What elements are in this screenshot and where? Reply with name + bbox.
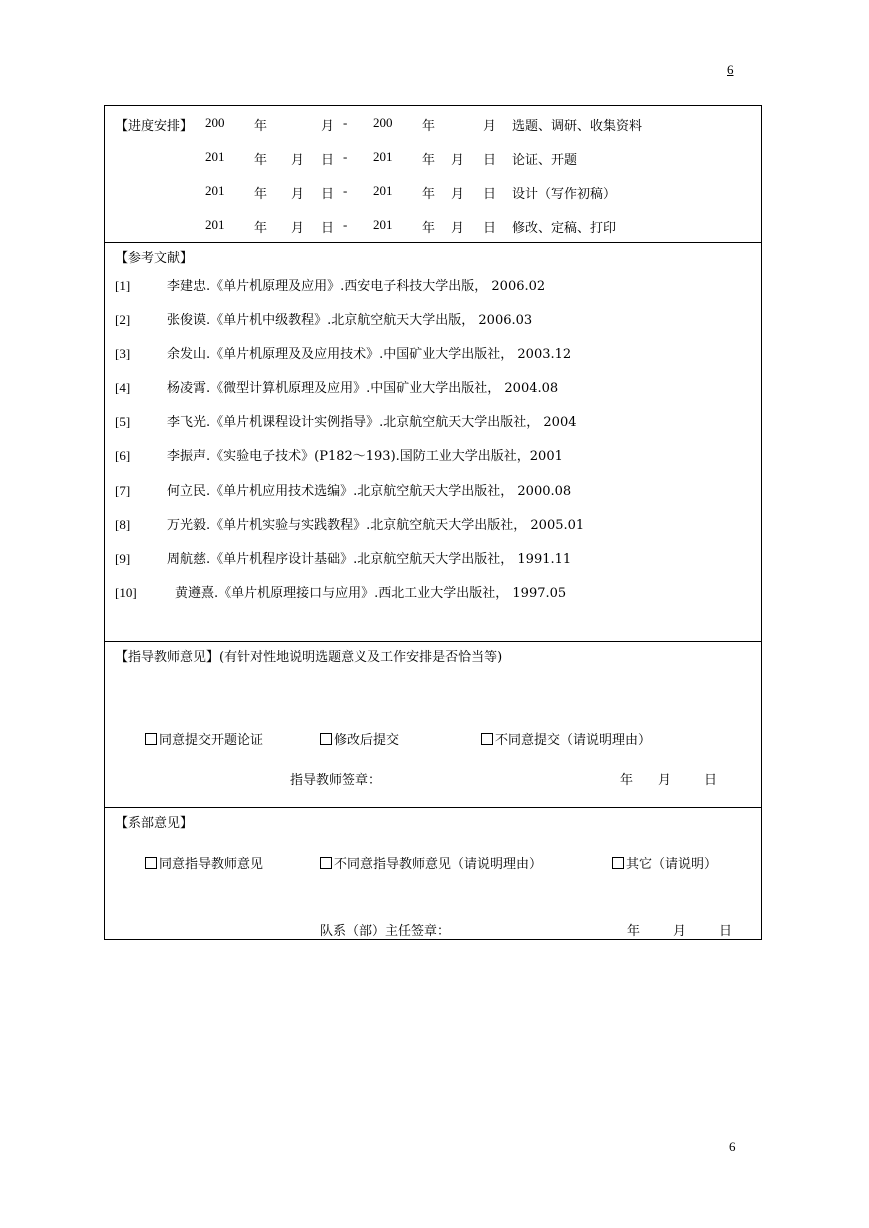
option-label: 其它（请说明） (626, 857, 718, 872)
end-year-unit: 年 (422, 119, 436, 134)
schedule-task: 论证、开题 (512, 153, 578, 168)
option-label: 不同意提交（请说明理由） (495, 733, 652, 748)
department-date-year: 年 (627, 924, 641, 939)
start-year: 201 (205, 217, 225, 232)
department-date-month: 月 (673, 924, 687, 939)
range-dash: - (343, 115, 348, 130)
checkbox-icon[interactable] (612, 857, 624, 869)
reference-number: [2] (115, 312, 131, 327)
checkbox-icon[interactable] (145, 857, 157, 869)
advisor-date-year: 年 (620, 773, 634, 788)
advisor-option-revise[interactable] (320, 729, 399, 748)
end-year-unit: 年 (422, 153, 436, 168)
end-day-unit: 日 (483, 221, 497, 236)
reference-item (115, 309, 532, 328)
department-option-agree[interactable] (145, 853, 263, 872)
reference-item (115, 445, 563, 464)
schedule-section (105, 106, 761, 243)
references-section (105, 243, 761, 642)
reference-text: 黄遵熹.《单片机原理接口与应用》.西北工业大学出版社， 1997.05 (175, 586, 567, 601)
reference-text: 张俊谟.《单片机中级教程》.北京航空航天大学出版， 2006.03 (167, 313, 533, 328)
reference-text: 余发山.《单片机原理及及应用技术》.中国矿业大学出版社， 2003.12 (167, 347, 572, 362)
reference-number: [1] (115, 278, 131, 293)
reference-item (115, 377, 558, 396)
option-label: 不同意指导教师意见（请说明理由） (334, 857, 543, 872)
start-day-unit: 日 (321, 221, 335, 236)
end-month-unit: 月 (451, 221, 465, 236)
end-month-unit: 月 (451, 187, 465, 202)
advisor-signature-label: 指导教师签章： (290, 773, 382, 788)
reference-item (115, 343, 571, 362)
start-year: 200 (205, 115, 225, 130)
reference-text: 李建忠.《单片机原理及应用》.西安电子科技大学出版， 2006.02 (167, 279, 546, 294)
page-number-top: 6 (727, 62, 734, 77)
checkbox-icon[interactable] (320, 733, 332, 745)
start-year-unit: 年 (254, 221, 268, 236)
start-day-unit: 日 (321, 153, 335, 168)
option-label: 同意指导教师意见 (159, 857, 264, 872)
reference-number: [7] (115, 483, 131, 498)
start-year: 201 (205, 149, 225, 164)
end-year: 201 (373, 149, 393, 164)
advisor-option-approve[interactable] (145, 729, 263, 748)
start-month-unit: 月 (291, 221, 305, 236)
schedule-task: 选题、调研、收集资料 (512, 119, 643, 134)
checkbox-icon[interactable] (145, 733, 157, 745)
reference-text: 李飞光.《单片机课程设计实例指导》.北京航空航天大学出版社， 2004 (167, 415, 577, 430)
end-month-unit: 月 (451, 153, 465, 168)
start-year-unit: 年 (254, 187, 268, 202)
reference-item (115, 548, 571, 567)
reference-item (115, 514, 584, 533)
end-day-unit: 日 (483, 187, 497, 202)
page-number-bottom: 6 (729, 1139, 736, 1154)
option-label: 同意提交开题论证 (159, 733, 264, 748)
references-heading: 【参考文献】 (115, 251, 194, 266)
department-option-disagree[interactable] (320, 853, 542, 872)
schedule-heading: 【进度安排】 (115, 119, 194, 134)
end-year: 201 (373, 183, 393, 198)
reference-number: [8] (115, 517, 131, 532)
reference-text: 何立民.《单片机应用技术选编》.北京航空航天大学出版社， 2000.08 (167, 484, 572, 499)
department-date-day: 日 (719, 924, 733, 939)
department-signature-label: 队系（部）主任签章： (320, 924, 451, 939)
reference-text: 杨凌霄.《微型计算机原理及应用》.中国矿业大学出版社， 2004.08 (167, 381, 559, 396)
department-option-other[interactable] (612, 853, 717, 872)
reference-item (115, 275, 545, 294)
end-day-unit: 日 (483, 153, 497, 168)
start-year-unit: 年 (254, 119, 268, 134)
checkbox-icon[interactable] (320, 857, 332, 869)
department-opinion-section (105, 808, 761, 941)
schedule-task: 设计（写作初稿） (512, 187, 617, 202)
end-year: 200 (373, 115, 393, 130)
advisor-date-month: 月 (658, 773, 672, 788)
end-year: 201 (373, 217, 393, 232)
reference-number: [5] (115, 414, 131, 429)
range-dash: - (343, 217, 348, 232)
reference-item (115, 411, 576, 430)
proposal-form-table (104, 105, 762, 940)
reference-number: [4] (115, 380, 131, 395)
reference-text: 周航慈.《单片机程序设计基础》.北京航空航天大学出版社， 1991.11 (167, 552, 572, 567)
reference-text: 万光毅.《单片机实验与实践教程》.北京航空航天大学出版社， 2005.01 (167, 518, 585, 533)
option-label: 修改后提交 (334, 733, 400, 748)
start-year-unit: 年 (254, 153, 268, 168)
range-dash: - (343, 149, 348, 164)
advisor-date-day: 日 (704, 773, 718, 788)
end-year-unit: 年 (422, 221, 436, 236)
advisor-option-reject[interactable] (481, 729, 651, 748)
reference-number: [3] (115, 346, 131, 361)
reference-item (115, 582, 566, 601)
end-year-unit: 年 (422, 187, 436, 202)
department-heading: 【系部意见】 (115, 816, 194, 831)
checkbox-icon[interactable] (481, 733, 493, 745)
reference-text: 李振声.《实验电子技术》(P182～193).国防工业大学出版社，2001 (167, 449, 563, 464)
range-dash: - (343, 183, 348, 198)
reference-number: [6] (115, 448, 131, 463)
start-month-unit: 月 (291, 153, 305, 168)
start-day-unit: 月 (321, 119, 335, 134)
schedule-task: 修改、定稿、打印 (512, 221, 617, 236)
advisor-heading: 【指导教师意见】(有针对性地说明选题意义及工作安排是否恰当等) (115, 650, 503, 665)
start-day-unit: 日 (321, 187, 335, 202)
start-year: 201 (205, 183, 225, 198)
reference-item (115, 480, 571, 499)
reference-number: [9] (115, 551, 131, 566)
start-month-unit: 月 (291, 187, 305, 202)
reference-number: [10] (115, 585, 137, 600)
advisor-opinion-section (105, 642, 761, 808)
end-day-unit: 月 (483, 119, 497, 134)
